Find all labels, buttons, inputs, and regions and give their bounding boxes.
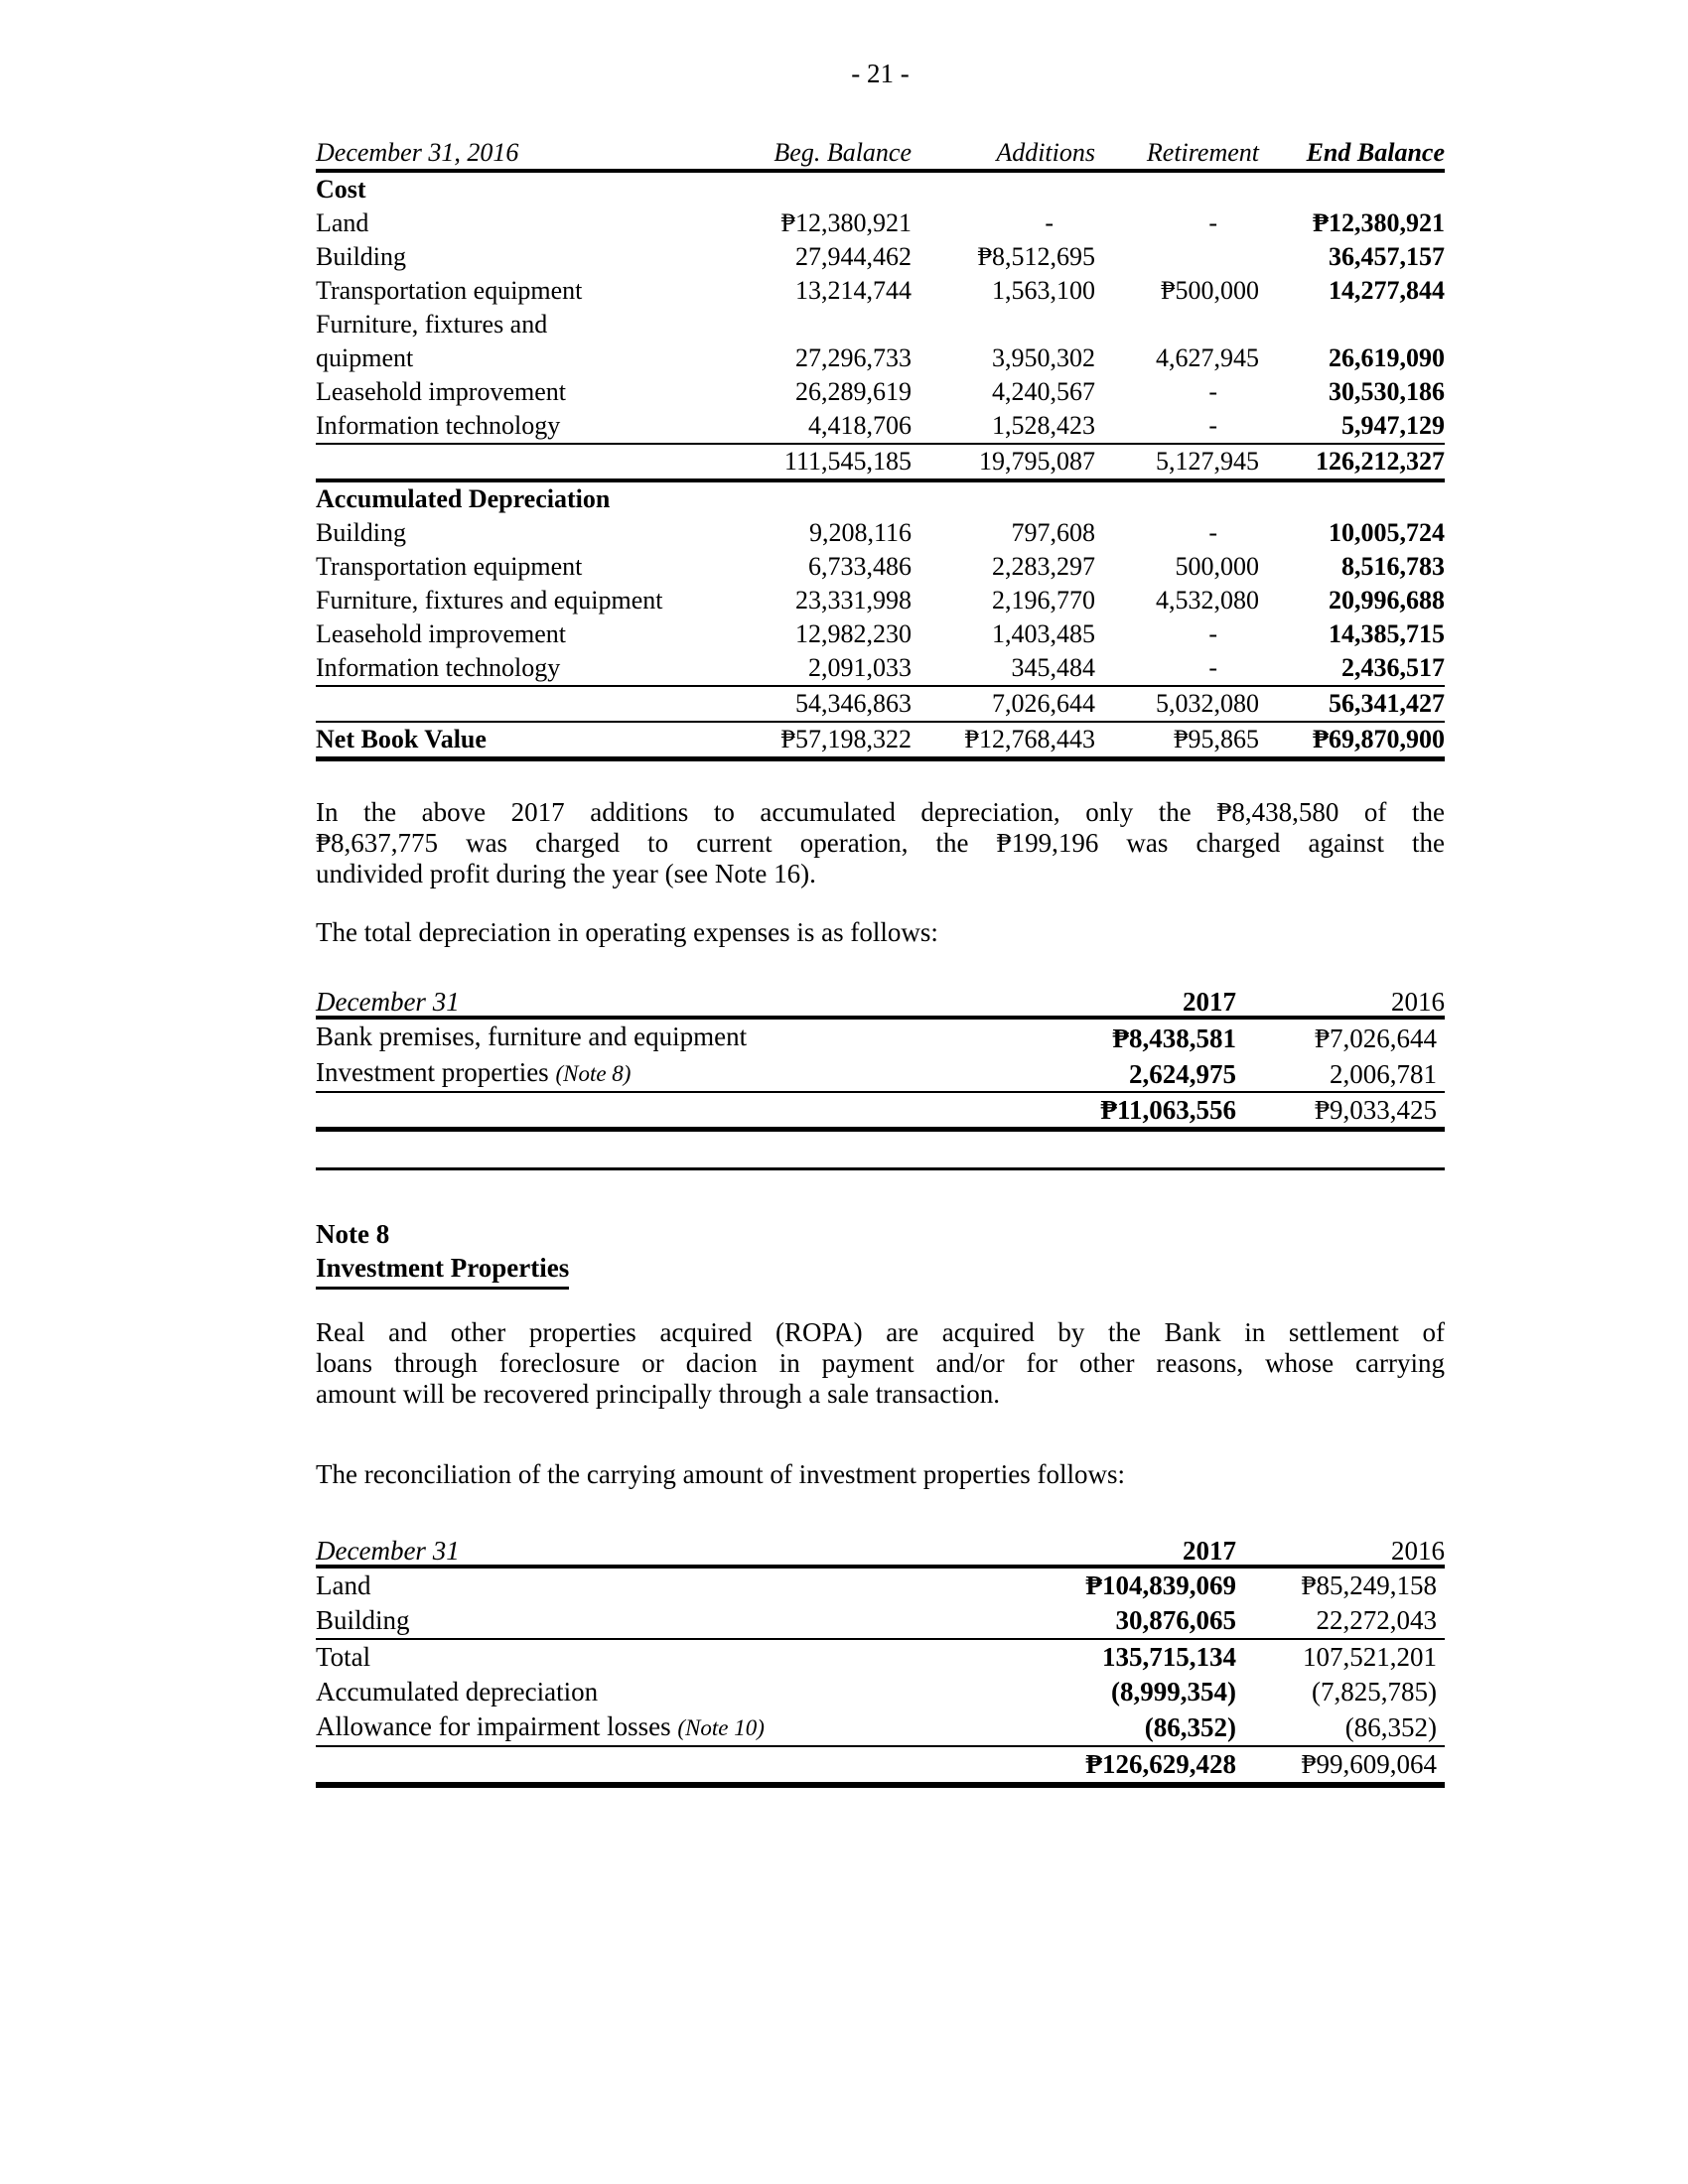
row-label: Accumulated Depreciation xyxy=(316,484,611,513)
table-row-ad-building xyxy=(316,516,1445,550)
cell-beg-balance: ₱57,198,322 xyxy=(723,722,912,759)
cell-beg-balance: 4,418,706 xyxy=(723,409,912,444)
row-label xyxy=(316,1709,981,1746)
row-label xyxy=(316,1639,981,1675)
cell-retirement xyxy=(1095,171,1259,206)
notes-paragraph xyxy=(316,797,1445,889)
row-label-text: Accumulated depreciation xyxy=(316,1677,599,1706)
table-row-cost-subtotal xyxy=(316,444,1445,480)
row-label: Furniture, fixtures and xyxy=(316,310,548,339)
cell-end-balance: 126,212,327 xyxy=(1259,444,1445,480)
row-label: Land xyxy=(316,208,369,237)
cell-2017: ₱104,839,069 xyxy=(1085,1570,1236,1600)
table-row-total xyxy=(316,1639,1445,1675)
depreciation-expense-table xyxy=(316,988,1445,1132)
row-label-text: Building xyxy=(316,1605,410,1635)
column-header-date: December 31, 2016 xyxy=(316,137,723,171)
table-row-ad-infotech xyxy=(316,651,1445,686)
cell-beg-balance: 54,346,863 xyxy=(723,686,912,722)
row-label-text: Bank premises, furniture and equipment xyxy=(316,1022,748,1051)
paragraph-line: In the above 2017 additions to accumulated depreciation, only the ₱8,438,580 of the xyxy=(316,797,1445,827)
ropa-paragraph xyxy=(316,1317,1445,1410)
row-label: Cost xyxy=(316,175,366,204)
row-label-text: Land xyxy=(316,1570,371,1600)
cell-beg-balance: 111,545,185 xyxy=(723,444,912,480)
table-row-accum-depr-section xyxy=(316,480,1445,516)
row-label xyxy=(316,444,723,480)
cell-additions: 797,608 xyxy=(1011,518,1095,547)
row-label xyxy=(316,1567,981,1603)
cell-end-balance: 8,516,783 xyxy=(1341,552,1445,581)
cell-retirement: 4,532,080 xyxy=(1156,586,1259,614)
table-row-accum-depreciation xyxy=(316,1675,1445,1709)
cell-additions xyxy=(912,480,1095,516)
cell-end-balance: 2,436,517 xyxy=(1259,651,1445,686)
reconciliation-intro-text: The reconciliation of the carrying amount of investment properties follows: xyxy=(316,1459,1126,1489)
cell-additions xyxy=(912,171,1095,206)
cell-retirement: - xyxy=(1208,518,1217,547)
table-row-cost-section xyxy=(316,171,1445,206)
row-label xyxy=(316,1746,981,1785)
depreciation-intro-text: The total depreciation in operating expenses is as follows: xyxy=(316,917,938,947)
cell-additions xyxy=(912,308,1095,341)
note8-heading xyxy=(316,1217,1445,1290)
table-row-land xyxy=(316,206,1445,240)
cell-2016: 107,521,201 xyxy=(1303,1642,1437,1672)
cell-end-balance xyxy=(1259,308,1445,341)
cell-end-balance: 14,385,715 xyxy=(1329,619,1445,648)
cell-additions: 1,563,100 xyxy=(992,276,1095,305)
cell-additions: - xyxy=(1045,208,1054,237)
row-label-text: Investment properties xyxy=(316,1057,549,1087)
paragraph-line: ₱8,637,775 was charged to current operation, the ₱199,196 was charged against the xyxy=(316,828,1445,858)
row-label: Transportation equipment xyxy=(316,276,583,305)
cell-end-balance: 36,457,157 xyxy=(1329,242,1445,271)
table-row-ad-subtotal xyxy=(316,686,1445,722)
table-row-net-book-value xyxy=(316,722,1445,759)
column-header-end-balance: End Balance xyxy=(1259,137,1445,171)
paragraph-line: loans through foreclosure or dacion in payment and/or for other reasons, whose carrying xyxy=(316,1348,1445,1378)
row-label: Leasehold improvement xyxy=(316,377,566,406)
cell-retirement xyxy=(1095,240,1259,274)
row-label xyxy=(316,1675,981,1709)
cell-additions: 2,196,770 xyxy=(992,586,1095,614)
paragraph-line: Real and other properties acquired (ROPA) are acquired by the Bank in settlement of xyxy=(316,1317,1445,1347)
cell-retirement: - xyxy=(1095,651,1259,686)
row-label: Information technology xyxy=(316,651,723,686)
cell-2017: (86,352) xyxy=(981,1709,1236,1746)
note8-subtitle xyxy=(316,1251,1445,1290)
table-row-ad-furniture xyxy=(316,584,1445,617)
column-header-date: December 31 xyxy=(316,988,981,1018)
cell-additions: 19,795,087 xyxy=(912,444,1095,480)
table-row-net-total xyxy=(316,1746,1445,1785)
document-page xyxy=(316,0,1445,1788)
row-label: Transportation equipment xyxy=(316,552,583,581)
cell-retirement xyxy=(1095,480,1259,516)
column-header-additions: Additions xyxy=(912,137,1095,171)
cell-beg-balance: ₱12,380,921 xyxy=(780,208,912,237)
paragraph-line: undivided profit during the year (see Note 16). xyxy=(316,859,816,888)
column-header-2016: 2016 xyxy=(1236,988,1445,1018)
table-row-ad-leasehold xyxy=(316,617,1445,651)
cell-beg-balance: 26,289,619 xyxy=(795,377,912,406)
table-row-transportation xyxy=(316,274,1445,308)
column-header-beg-balance: Beg. Balance xyxy=(723,137,912,171)
table-row-building xyxy=(316,1603,1445,1639)
table-row-total xyxy=(316,1092,1445,1130)
cell-end-balance xyxy=(1259,480,1445,516)
cell-beg-balance: 2,091,033 xyxy=(723,651,912,686)
cell-additions: 1,528,423 xyxy=(912,409,1095,444)
table-row-impairment-allowance xyxy=(316,1709,1445,1746)
table-row-leasehold xyxy=(316,375,1445,409)
note-reference: (Note 10) xyxy=(677,1715,765,1740)
cell-beg-balance: 27,296,733 xyxy=(795,343,912,372)
paragraph-line: amount will be recovered principally through a sale transaction. xyxy=(316,1379,1001,1409)
table-header-row xyxy=(316,988,1445,1018)
cell-retirement: 5,127,945 xyxy=(1095,444,1259,480)
cell-end-balance: 20,996,688 xyxy=(1329,586,1445,614)
cell-2016: ₱9,033,425 xyxy=(1236,1092,1445,1130)
cell-2016: (86,352) xyxy=(1236,1709,1445,1746)
row-label-text: Allowance for impairment losses xyxy=(316,1711,671,1741)
cell-beg-balance: 27,944,462 xyxy=(795,242,912,271)
table-row-investment-properties xyxy=(316,1055,1445,1092)
table-header-row xyxy=(316,137,1445,171)
cell-end-balance xyxy=(1259,171,1445,206)
cell-retirement: - xyxy=(1208,208,1217,237)
note-reference: (Note 8) xyxy=(555,1061,632,1086)
cell-2016: 22,272,043 xyxy=(1236,1603,1445,1639)
cell-beg-balance: 12,982,230 xyxy=(795,619,912,648)
cell-beg-balance: 9,208,116 xyxy=(808,518,912,547)
cell-retirement: - xyxy=(1095,409,1259,444)
cell-2017: 135,715,134 xyxy=(1102,1642,1236,1672)
table-row-ad-transportation xyxy=(316,550,1445,584)
row-label: Net Book Value xyxy=(316,722,723,759)
table-header-row xyxy=(316,1537,1445,1567)
cell-retirement: ₱500,000 xyxy=(1161,276,1259,305)
fixed-assets-rollforward-table xyxy=(316,137,1445,761)
cell-beg-balance: 13,214,744 xyxy=(795,276,912,305)
cell-additions: 345,484 xyxy=(912,651,1095,686)
row-label: quipment xyxy=(316,343,414,372)
table-row-bank-premises xyxy=(316,1018,1445,1055)
cell-end-balance: ₱12,380,921 xyxy=(1313,208,1445,237)
cell-2017: ₱11,063,556 xyxy=(981,1092,1236,1130)
row-label-text: Total xyxy=(316,1642,371,1672)
row-label xyxy=(316,1018,981,1055)
cell-retirement: 500,000 xyxy=(1175,552,1259,581)
cell-end-balance: 14,277,844 xyxy=(1329,276,1445,305)
cell-additions: 7,026,644 xyxy=(912,686,1095,722)
cell-2017: 30,876,065 xyxy=(981,1603,1236,1639)
cell-retirement: ₱95,865 xyxy=(1095,722,1259,759)
cell-2017: (8,999,354) xyxy=(1111,1677,1236,1706)
row-label: Leasehold improvement xyxy=(316,619,566,648)
table-row-furniture-line1 xyxy=(316,308,1445,341)
cell-2016: ₱85,249,158 xyxy=(1301,1570,1437,1600)
row-label: Building xyxy=(316,242,407,271)
row-label: Furniture, fixtures and equipment xyxy=(316,586,663,614)
cell-retirement: - xyxy=(1208,377,1217,406)
cell-end-balance: 5,947,129 xyxy=(1259,409,1445,444)
cell-additions: ₱12,768,443 xyxy=(912,722,1095,759)
column-header-date: December 31 xyxy=(316,1537,981,1567)
cell-2017: 2,624,975 xyxy=(981,1055,1236,1092)
cell-end-balance: 26,619,090 xyxy=(1329,343,1445,372)
cell-additions: 2,283,297 xyxy=(992,552,1095,581)
note8-title: Note 8 xyxy=(316,1219,390,1249)
cell-beg-balance: 23,331,998 xyxy=(795,586,912,614)
section-divider-line xyxy=(316,1167,1445,1170)
cell-retirement: - xyxy=(1208,619,1217,648)
cell-additions: 1,403,485 xyxy=(992,619,1095,648)
cell-retirement: 5,032,080 xyxy=(1095,686,1259,722)
cell-2016: (7,825,785) xyxy=(1312,1677,1437,1706)
cell-retirement: 4,627,945 xyxy=(1156,343,1259,372)
column-header-2017: 2017 xyxy=(981,988,1236,1018)
row-label xyxy=(316,1603,981,1639)
table-row-building xyxy=(316,240,1445,274)
row-label: Building xyxy=(316,518,407,547)
table-row-furniture-line2 xyxy=(316,341,1445,375)
cell-beg-balance: 6,733,486 xyxy=(808,552,912,581)
cell-beg-balance xyxy=(723,480,912,516)
column-header-retirement: Retirement xyxy=(1095,137,1259,171)
table-row-infotech xyxy=(316,409,1445,444)
cell-beg-balance xyxy=(723,308,912,341)
row-label: Information technology xyxy=(316,409,723,444)
row-label xyxy=(316,686,723,722)
cell-2016: ₱99,609,064 xyxy=(1236,1746,1445,1785)
column-header-2017: 2017 xyxy=(981,1537,1236,1567)
cell-2017: ₱126,629,428 xyxy=(981,1746,1236,1785)
page-number: - 21 - xyxy=(851,59,910,88)
table-row-land xyxy=(316,1567,1445,1603)
cell-2016: 2,006,781 xyxy=(1236,1055,1445,1092)
cell-2016: ₱7,026,644 xyxy=(1314,1024,1437,1053)
investment-properties-table xyxy=(316,1537,1445,1788)
cell-beg-balance xyxy=(723,171,912,206)
cell-end-balance: ₱69,870,900 xyxy=(1259,722,1445,759)
row-label xyxy=(316,1055,981,1092)
cell-end-balance: 30,530,186 xyxy=(1329,377,1445,406)
cell-additions: 4,240,567 xyxy=(992,377,1095,406)
row-label xyxy=(316,1092,981,1130)
cell-additions: ₱8,512,695 xyxy=(977,242,1095,271)
cell-end-balance: 56,341,427 xyxy=(1259,686,1445,722)
cell-retirement xyxy=(1095,308,1259,341)
cell-end-balance: 10,005,724 xyxy=(1329,518,1445,547)
note8-subtitle-text: Investment Properties xyxy=(316,1251,569,1290)
cell-2017: ₱8,438,581 xyxy=(1112,1024,1236,1053)
cell-additions: 3,950,302 xyxy=(992,343,1095,372)
column-header-2016: 2016 xyxy=(1236,1537,1445,1567)
